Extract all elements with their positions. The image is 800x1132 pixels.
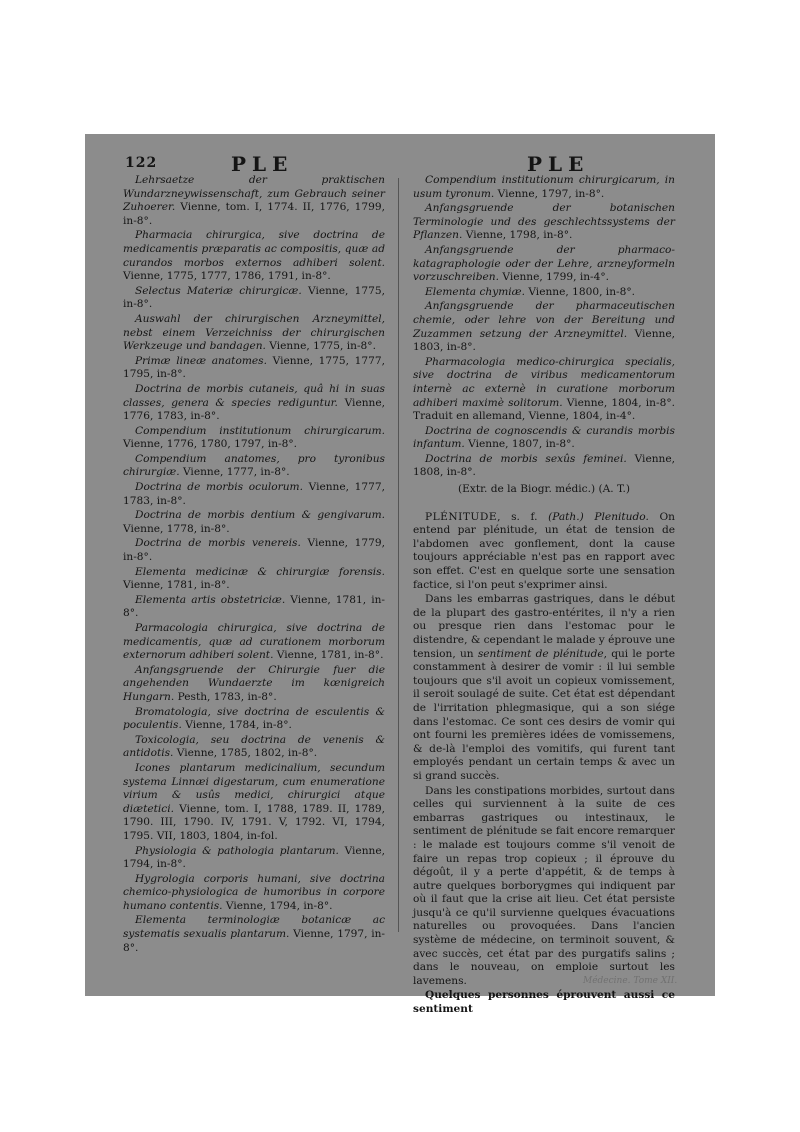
article-paragraph-2 [413, 593, 675, 783]
entry-imprint: Vienne, 1779, in-8°. [123, 537, 385, 564]
entry-title: Primæ lineæ anatomes. [135, 354, 267, 367]
bibliography-entry [123, 664, 385, 705]
entry-title: Anfangsgruende der pharmaceutischen chemie, oder lehre von der Bereitung und Zuzammen setzung der Arzneymittel. [413, 300, 675, 340]
entry-title: Parmacologia chirurgica, sive doctrina de medicamentis, quæ ad curationem morborum externorum adhiberi solent. [123, 622, 385, 662]
entry-title: Doctrina de morbis cutaneis, quâ hi in suas classes, genera & species rediguntur. [123, 382, 385, 409]
document-page [85, 134, 715, 1016]
entry-title: Doctrina de morbis sexûs feminei. [425, 452, 627, 465]
bibliography-entry [123, 229, 385, 283]
entry-imprint: Vienne, 1781, in-8°. [273, 649, 384, 662]
entry-imprint: Vienne, 1775, in-8°. [123, 284, 385, 311]
entry-imprint: Vienne, 1776, 1780, 1797, in-8°. [123, 438, 298, 451]
entry-imprint: Vienne, 1807, in-8°. [464, 438, 575, 451]
entry-title: Hygrologia corporis humani, sive doctrina chemico-physiologica de humoribus in corpore humano contentis. [123, 872, 385, 912]
bibliography-entry [413, 286, 675, 300]
bibliography-entry [413, 453, 675, 480]
entry-title: Selectus Materiæ chirurgicæ. [135, 284, 302, 297]
article-last-line: Quelques personnes éprouvent aussi ce sentiment [413, 989, 675, 1016]
entry-title: Doctrina de morbis dentium & gengivarum. [135, 509, 385, 522]
bibliography-entry [413, 356, 675, 424]
bibliography-entry [123, 594, 385, 621]
bibliography-entry [123, 509, 385, 536]
right-column [413, 174, 678, 1018]
entry-title: Toxicologia, seu doctrina de venenis & antidotis. [123, 733, 385, 760]
entry-imprint: Vienne, 1785, 1802, in-8°. [173, 747, 318, 760]
entry-imprint: Vienne, 1800, in-8°. [524, 285, 635, 298]
entry-imprint: Vienne, 1776, 1783, in-8°. [123, 396, 385, 423]
entry-title: Elementa medicinæ & chirurgiæ forensis. [135, 565, 385, 578]
entry-imprint: Vienne, 1775, 1777, 1786, 1791, in-8°. [123, 270, 331, 283]
entry-title: Compendium institutionum chirurgicarum, in usum tyronum. [413, 174, 675, 200]
article-grammar: , s. f. [497, 510, 549, 523]
entry-imprint: Vienne, 1797, in-8°. [494, 187, 605, 200]
article-first-paragraph [413, 511, 675, 593]
entry-imprint: Vienne, 1777, 1783, in-8°. [123, 481, 385, 507]
running-head-left: PLE [231, 152, 294, 176]
bibliography-entry [123, 285, 385, 312]
entry-title: Doctrina de morbis venereis. [135, 537, 301, 550]
bibliography-entry [123, 481, 385, 508]
entry-imprint: Vienne, 1798, in-8°. [462, 229, 573, 242]
entry-imprint: Vienne, 1781, in-8°. [123, 579, 230, 592]
entry-title: Elementa artis obstetriciæ. [135, 593, 286, 606]
bibliography-entry [123, 762, 385, 844]
article-headword: PLÉNITUDE [425, 510, 498, 523]
bibliography-entry [123, 914, 385, 955]
bibliography-entry [123, 355, 385, 382]
entry-imprint: Vienne, 1775, 1777, 1795, in-8°. [123, 354, 385, 381]
entry-title: Doctrina de morbis oculorum. [135, 481, 303, 494]
entry-imprint: Vienne, 1781, in-8°. [123, 593, 385, 620]
entry-title: Lehrsaetze der praktischen Wundarzneywissenschaft, zum Gebrauch seiner Zuhoerer. [123, 174, 385, 214]
entry-imprint: Pesth, 1783, in-8°. [174, 690, 277, 703]
bibliography-entry [123, 313, 385, 354]
bibliography-entry [123, 174, 385, 228]
entry-imprint: Vienne, 1808, in-8°. [413, 452, 675, 479]
source-note: (Extr. de la Biogr. médic.) (A. T.) [457, 483, 630, 496]
entry-imprint: Vienne, 1803, in-8°. [413, 327, 675, 354]
bibliography-entry [123, 706, 385, 733]
entry-title: Auswahl der chirurgischen Arzneymittel, nebst einem Verzeichniss der chirurgischen Werkzeuge und bandagen. [123, 312, 385, 353]
bibliography-entry [413, 244, 675, 285]
paragraph-text: , qui le porte constamment à desirer de vomir : il lui semble toujours que s'il avoit un copieux vomissement, il seroit soulagé de suite. Cet état est dépendant de l'irritation phlegmasique, qui a son siége dans l'estomac. Ce sont ces desirs de vomir qui ont fourni les premières idées de vomissemens, & de-là l'emploi des vomitifs, qui furent tant employés pendant un certain temps & avec un si grand succès. [413, 647, 676, 782]
faded-footer-note: Médecine. Tome XII. [583, 976, 678, 986]
entry-imprint: Vienne, 1777, in-8°. [179, 466, 290, 479]
entry-title: Pharmacologia medico-chirurgica specialis, sive doctrina de viribus medicamentorum internè ac externè in curatione morborum adhiberi maximè solitorum. [413, 355, 675, 409]
bibliography-entry [123, 425, 385, 452]
entry-imprint: Vienne, 1794, in-8°. [222, 899, 333, 912]
page-number: 122 [125, 155, 158, 171]
entry-title: Compendium institutionum chirurgicarum. [135, 424, 385, 437]
entry-title: Anfangsgruende der botanischen Terminologie und des geschlechtssystems der Pflanzen. [413, 202, 675, 242]
entry-imprint: Vienne, 1794, in-8°. [123, 844, 385, 871]
bibliography-entry [123, 734, 385, 761]
entry-title: Elementa terminologiæ botanicæ ac systematis sexualis plantarum. [123, 914, 385, 941]
entry-title: Anfangsgruende der pharmaco-katagraphologie oder der Lehre, arzneyformeln vorzuschreiben. [413, 243, 675, 284]
bibliography-entry [123, 845, 385, 872]
bibliography-entry [123, 873, 385, 914]
column-divider [398, 178, 399, 932]
entry-imprint: Vienne, 1799, in-4°. [499, 271, 610, 284]
entry-imprint: Vienne, 1797, in-8°. [123, 928, 386, 954]
bibliography-continued [413, 174, 675, 480]
bibliography-entry [123, 566, 385, 593]
entry-title: Physiologia & pathologia plantarum. [135, 844, 339, 857]
entry-imprint: Vienne, tom. I, 1788, 1789. II, 1789, 1790. III, 1790. IV, 1791. V, 1792. VI, 1794, 1795. VII, 1803, 1804, in-fol. [123, 802, 385, 842]
bibliography-entry [413, 174, 675, 201]
bibliography-entry [413, 425, 675, 452]
entry-title: Elementa chymiæ. [425, 285, 525, 298]
entry-imprint: Vienne, 1778, in-8°. [123, 522, 230, 535]
article-paragraph-3: Dans les constipations morbides, surtout dans celles qui surviennent à la suite de ces embarras gastriques ou intestinaux, le sentiment de plénitude se fait encore remarquer : le malade est toujours comme s'il venoit de faire un repas trop copieux ; il éprouve du dégoût, il y a perte d'appétit, & de temps à autre quelques borborygmes qui indiquent par où il faut que la crise ait lieu. Cet état persiste jusqu'à ce qu'il survienne quelques évacuations naturelles ou provoquées. Dans l'ancien système de médecine, on terminoit souvent, & avec succès, cet état par des purgatifs salins ; dans le nouveau, on emploie surtout les lavemens. [413, 784, 675, 987]
article-first-text: On entend par plénitude, un état de tension de l'abdomen avec gonflement, dont la cause toujours appréciable n'est pas en rapport avec son effet. C'est en quelque sorte une sensation factice, si l'on peut s'exprimer ainsi. [413, 510, 675, 591]
bibliography-entry [123, 453, 385, 480]
bibliography-entry [413, 300, 675, 354]
entry-imprint: Vienne, 1784, in-8°. [181, 719, 292, 732]
bibliography-entry [123, 537, 385, 564]
paragraph-text: Dans les embarras gastriques, dans le début de la plupart des gastro-entérites, il n'y a rien ou presque rien dans l'estomac pour le distendre, & cependant le malade y éprouve une tension, un [413, 593, 675, 660]
paragraph-italic-phrase: sentiment de plénitude [477, 647, 604, 660]
entry-imprint: Vienne, tom. I, 1774. II, 1776, 1799, in-8°. [123, 201, 385, 227]
entry-imprint: Vienne, 1804, in-8°. Traduit en allemand, Vienne, 1804, in-4°. [413, 396, 675, 423]
entry-title: Compendium anatomes, pro tyronibus chirurgiæ. [123, 452, 385, 479]
article-latin-label: (Path.) [548, 510, 584, 523]
entry-title: Pharmacia chirurgica, sive doctrina de medicamentis præparatis ac compositis, quæ ad curandos morbos externos adhiberi solent. [123, 229, 385, 269]
entry-imprint: Vienne, 1775, in-8°. [265, 340, 376, 353]
running-head-right: PLE [527, 152, 590, 176]
left-column [123, 174, 385, 956]
bibliography-entry [123, 622, 385, 663]
entry-title: Bromatologia, sive doctrina de esculentis & poculentis. [123, 705, 385, 732]
entry-title: Anfangsgruende der Chirurgie fuer die angehenden Wundaerzte im kœnigreich Hungarn. [123, 663, 385, 703]
entry-title: Doctrina de cognoscendis & curandis morbis infantum. [413, 424, 675, 451]
bibliography-entry [413, 202, 675, 243]
bibliography-entry [123, 383, 385, 424]
article-latin-word: Plenitudo. [583, 510, 649, 523]
entry-title: Icones plantarum medicinalium, secundum systema Linnæi digestarum, cum enumeratione virium & usûs medici, chirurgici atque diætetici. [123, 761, 385, 815]
